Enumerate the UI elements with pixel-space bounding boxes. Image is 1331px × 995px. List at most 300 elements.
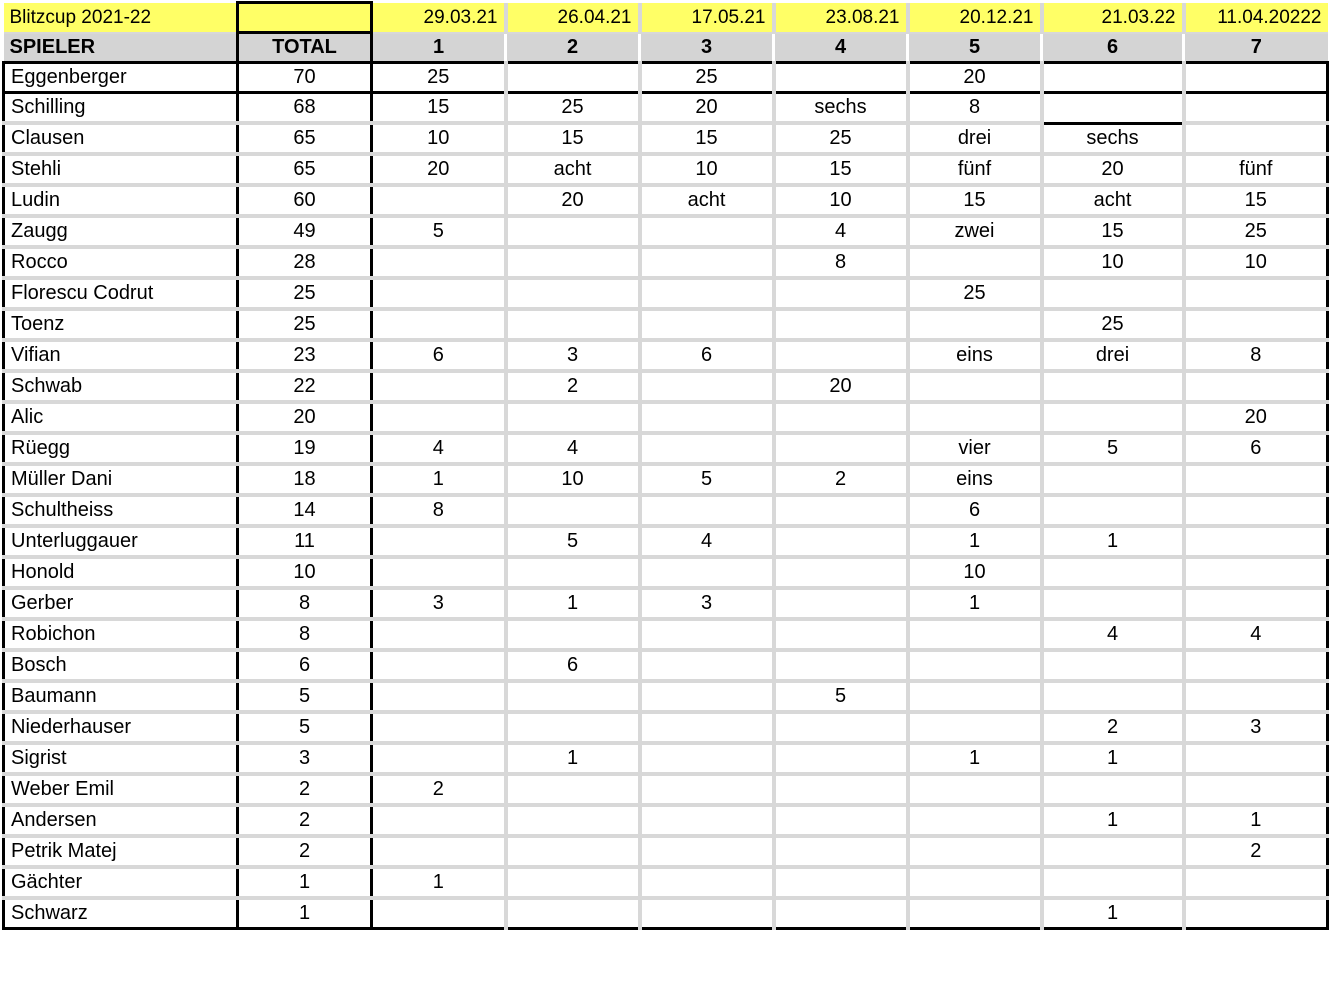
round-7-cell[interactable] — [1184, 867, 1328, 898]
round-2-cell[interactable]: 10 — [506, 464, 640, 495]
player-name-cell[interactable]: Clausen — [4, 123, 238, 154]
table-row — [4, 495, 1328, 526]
player-name-cell[interactable]: Ludin — [4, 185, 238, 216]
round-2-cell[interactable]: 3 — [506, 340, 640, 371]
player-name-cell[interactable]: Zaugg — [4, 216, 238, 247]
table-row — [4, 216, 1328, 247]
total-cell[interactable]: 20 — [238, 402, 372, 433]
round-5-cell[interactable] — [908, 867, 1042, 898]
table-row — [4, 805, 1328, 836]
total-cell[interactable]: 25 — [238, 309, 372, 340]
round-3-cell[interactable] — [640, 836, 774, 867]
round-3-cell[interactable]: 6 — [640, 340, 774, 371]
player-name-cell[interactable]: Schultheiss — [4, 495, 238, 526]
total-cell[interactable]: 19 — [238, 433, 372, 464]
round-5-cell[interactable]: 25 — [908, 278, 1042, 309]
round-3-cell[interactable] — [640, 371, 774, 402]
round-3-cell[interactable]: acht — [640, 185, 774, 216]
round-1-cell[interactable]: 20 — [372, 154, 506, 185]
table-row — [4, 681, 1328, 712]
player-name-cell[interactable]: Toenz — [4, 309, 238, 340]
round-6-cell[interactable] — [1042, 867, 1184, 898]
round-4-cell[interactable] — [774, 526, 908, 557]
table-row — [4, 464, 1328, 495]
round-5-cell[interactable] — [908, 619, 1042, 650]
table-row — [4, 526, 1328, 557]
round-4-cell[interactable] — [774, 836, 908, 867]
table-row — [4, 185, 1328, 216]
round-1-cell[interactable]: 15 — [372, 93, 506, 124]
round-7-cell[interactable] — [1184, 526, 1328, 557]
player-name-cell[interactable]: Alic — [4, 402, 238, 433]
round-7-cell[interactable]: 25 — [1184, 216, 1328, 247]
round-7-cell[interactable] — [1184, 371, 1328, 402]
round-2-cell[interactable]: 5 — [506, 526, 640, 557]
round-7-cell[interactable] — [1184, 495, 1328, 526]
round-1-cell[interactable] — [372, 650, 506, 681]
player-name-cell[interactable]: Weber Emil — [4, 774, 238, 805]
round-6-cell[interactable] — [1042, 836, 1184, 867]
round-5-cell[interactable]: 10 — [908, 557, 1042, 588]
total-cell[interactable]: 1 — [238, 867, 372, 898]
table-row — [4, 63, 1328, 93]
round-7-cell[interactable]: 10 — [1184, 247, 1328, 278]
round-2-cell[interactable]: 20 — [506, 185, 640, 216]
total-cell[interactable]: 2 — [238, 836, 372, 867]
total-cell[interactable]: 5 — [238, 712, 372, 743]
round-2-cell[interactable] — [506, 557, 640, 588]
player-name-cell[interactable]: Petrik Matej — [4, 836, 238, 867]
round-1-cell[interactable]: 25 — [372, 63, 506, 93]
round-4-cell[interactable]: 2 — [774, 464, 908, 495]
round-5-cell[interactable]: 1 — [908, 526, 1042, 557]
round-1-cell[interactable] — [372, 402, 506, 433]
round-2-cell[interactable] — [506, 247, 640, 278]
player-name-cell[interactable]: Andersen — [4, 805, 238, 836]
round-7-cell[interactable] — [1184, 588, 1328, 619]
player-name-cell[interactable]: Gächter — [4, 867, 238, 898]
round-1-cell[interactable] — [372, 309, 506, 340]
round-4-cell[interactable] — [774, 619, 908, 650]
round-6-cell[interactable] — [1042, 93, 1184, 124]
total-cell[interactable]: 1 — [238, 898, 372, 929]
sheet-title[interactable]: Blitzcup 2021-22 — [4, 3, 238, 33]
round-6-cell[interactable]: 1 — [1042, 898, 1184, 929]
round-4-cell[interactable]: 25 — [774, 123, 908, 154]
total-cell[interactable]: 49 — [238, 216, 372, 247]
round-6-cell[interactable] — [1042, 588, 1184, 619]
round-2-cell[interactable] — [506, 216, 640, 247]
round-3-cell[interactable]: 5 — [640, 464, 774, 495]
table-row — [4, 836, 1328, 867]
round-4-cell[interactable] — [774, 309, 908, 340]
table-row — [4, 774, 1328, 805]
round-6-cell[interactable]: 5 — [1042, 433, 1184, 464]
round-6-cell[interactable] — [1042, 371, 1184, 402]
round-4-cell[interactable] — [774, 557, 908, 588]
round-2-cell[interactable]: acht — [506, 154, 640, 185]
table-row — [4, 247, 1328, 278]
round-5-cell[interactable] — [908, 681, 1042, 712]
round-7-cell[interactable]: 20 — [1184, 402, 1328, 433]
round-7-cell[interactable]: 3 — [1184, 712, 1328, 743]
round-1-cell[interactable] — [372, 247, 506, 278]
round-4-cell[interactable] — [774, 63, 908, 93]
round-4-cell[interactable]: 5 — [774, 681, 908, 712]
round-2-cell[interactable]: 15 — [506, 123, 640, 154]
round-1-cell[interactable] — [372, 898, 506, 929]
round-1-cell[interactable] — [372, 526, 506, 557]
round-2-cell[interactable] — [506, 867, 640, 898]
round-6-cell[interactable]: 10 — [1042, 247, 1184, 278]
total-cell[interactable]: 3 — [238, 743, 372, 774]
round-4-cell[interactable] — [774, 340, 908, 371]
round-4-cell[interactable] — [774, 774, 908, 805]
round-7-cell[interactable] — [1184, 123, 1328, 154]
round-6-cell[interactable] — [1042, 278, 1184, 309]
round-2-cell[interactable] — [506, 402, 640, 433]
round-6-cell[interactable]: 1 — [1042, 526, 1184, 557]
round-2-cell[interactable] — [506, 898, 640, 929]
round-7-cell[interactable] — [1184, 309, 1328, 340]
date-5[interactable]: 20.12.21 — [908, 3, 1042, 33]
round-3-cell[interactable] — [640, 402, 774, 433]
player-header[interactable]: SPIELER — [4, 33, 238, 63]
round-2-cell[interactable]: 1 — [506, 588, 640, 619]
round-2-cell[interactable] — [506, 836, 640, 867]
round-5-cell[interactable]: eins — [908, 340, 1042, 371]
round-6-cell[interactable] — [1042, 464, 1184, 495]
total-cell[interactable]: 11 — [238, 526, 372, 557]
round-5-cell[interactable] — [908, 309, 1042, 340]
round-4-cell[interactable] — [774, 433, 908, 464]
round-3-cell[interactable]: 20 — [640, 93, 774, 124]
round-2-cell[interactable]: 4 — [506, 433, 640, 464]
round-1-cell[interactable] — [372, 805, 506, 836]
table-row — [4, 154, 1328, 185]
round-5-cell[interactable] — [908, 774, 1042, 805]
round-5-cell[interactable]: drei — [908, 123, 1042, 154]
round-2-cell[interactable] — [506, 805, 640, 836]
round-header-2[interactable]: 2 — [506, 33, 640, 63]
round-1-cell[interactable]: 1 — [372, 464, 506, 495]
round-7-cell[interactable]: 6 — [1184, 433, 1328, 464]
round-7-cell[interactable] — [1184, 774, 1328, 805]
round-7-cell[interactable] — [1184, 557, 1328, 588]
header-row — [4, 33, 1328, 63]
round-6-cell[interactable]: 20 — [1042, 154, 1184, 185]
round-1-cell[interactable] — [372, 712, 506, 743]
round-2-cell[interactable] — [506, 681, 640, 712]
round-5-cell[interactable] — [908, 805, 1042, 836]
round-5-cell[interactable] — [908, 650, 1042, 681]
total-cell[interactable]: 2 — [238, 805, 372, 836]
round-header-7[interactable]: 7 — [1184, 33, 1328, 63]
round-6-cell[interactable]: 15 — [1042, 216, 1184, 247]
round-1-cell[interactable]: 8 — [372, 495, 506, 526]
total-cell[interactable]: 5 — [238, 681, 372, 712]
round-4-cell[interactable] — [774, 867, 908, 898]
round-3-cell[interactable]: 15 — [640, 123, 774, 154]
round-1-cell[interactable] — [372, 278, 506, 309]
round-header-5[interactable]: 5 — [908, 33, 1042, 63]
total-cell[interactable]: 28 — [238, 247, 372, 278]
standings-table — [2, 1, 1329, 930]
round-3-cell[interactable] — [640, 495, 774, 526]
total-cell[interactable]: 2 — [238, 774, 372, 805]
player-name-cell[interactable]: Unterluggauer — [4, 526, 238, 557]
date-7[interactable]: 11.04.20222 — [1184, 3, 1328, 33]
round-6-cell[interactable]: 25 — [1042, 309, 1184, 340]
table-row — [4, 650, 1328, 681]
player-name-cell[interactable]: Schilling — [4, 93, 238, 124]
round-5-cell[interactable]: zwei — [908, 216, 1042, 247]
player-name-cell[interactable]: Rüegg — [4, 433, 238, 464]
date-2[interactable]: 26.04.21 — [506, 3, 640, 33]
table-row — [4, 371, 1328, 402]
round-6-cell[interactable] — [1042, 557, 1184, 588]
table-row — [4, 340, 1328, 371]
round-7-cell[interactable]: 8 — [1184, 340, 1328, 371]
round-7-cell[interactable] — [1184, 464, 1328, 495]
title-total-cell[interactable] — [238, 3, 372, 33]
round-4-cell[interactable] — [774, 712, 908, 743]
player-name-cell[interactable]: Niederhauser — [4, 712, 238, 743]
table-row — [4, 712, 1328, 743]
total-cell[interactable]: 22 — [238, 371, 372, 402]
round-2-cell[interactable]: 2 — [506, 371, 640, 402]
date-4[interactable]: 23.08.21 — [774, 3, 908, 33]
total-cell[interactable]: 65 — [238, 123, 372, 154]
round-5-cell[interactable] — [908, 712, 1042, 743]
round-4-cell[interactable] — [774, 805, 908, 836]
round-5-cell[interactable] — [908, 836, 1042, 867]
table-row — [4, 557, 1328, 588]
round-7-cell[interactable]: 15 — [1184, 185, 1328, 216]
round-5-cell[interactable]: 15 — [908, 185, 1042, 216]
round-4-cell[interactable]: 8 — [774, 247, 908, 278]
round-7-cell[interactable] — [1184, 743, 1328, 774]
round-3-cell[interactable] — [640, 774, 774, 805]
total-cell[interactable]: 14 — [238, 495, 372, 526]
round-3-cell[interactable]: 4 — [640, 526, 774, 557]
round-4-cell[interactable] — [774, 278, 908, 309]
round-2-cell[interactable] — [506, 63, 640, 93]
total-cell[interactable]: 8 — [238, 588, 372, 619]
round-1-cell[interactable] — [372, 681, 506, 712]
player-name-cell[interactable]: Gerber — [4, 588, 238, 619]
round-4-cell[interactable] — [774, 650, 908, 681]
total-cell[interactable]: 8 — [238, 619, 372, 650]
round-6-cell[interactable] — [1042, 402, 1184, 433]
round-6-cell[interactable]: 1 — [1042, 743, 1184, 774]
table-row — [4, 619, 1328, 650]
round-4-cell[interactable]: 4 — [774, 216, 908, 247]
round-5-cell[interactable]: 6 — [908, 495, 1042, 526]
round-6-cell[interactable] — [1042, 63, 1184, 93]
round-1-cell[interactable]: 10 — [372, 123, 506, 154]
date-3[interactable]: 17.05.21 — [640, 3, 774, 33]
round-3-cell[interactable] — [640, 619, 774, 650]
round-3-cell[interactable] — [640, 743, 774, 774]
round-5-cell[interactable]: eins — [908, 464, 1042, 495]
total-cell[interactable]: 25 — [238, 278, 372, 309]
round-4-cell[interactable] — [774, 743, 908, 774]
table-row — [4, 743, 1328, 774]
round-2-cell[interactable] — [506, 495, 640, 526]
player-name-cell[interactable]: Eggenberger — [4, 63, 238, 93]
total-cell[interactable]: 65 — [238, 154, 372, 185]
player-name-cell[interactable]: Bosch — [4, 650, 238, 681]
round-4-cell[interactable] — [774, 495, 908, 526]
round-1-cell[interactable] — [372, 619, 506, 650]
round-4-cell[interactable] — [774, 898, 908, 929]
round-4-cell[interactable]: 10 — [774, 185, 908, 216]
round-3-cell[interactable] — [640, 309, 774, 340]
round-7-cell[interactable]: fünf — [1184, 154, 1328, 185]
player-name-cell[interactable]: Florescu Codrut — [4, 278, 238, 309]
round-1-cell[interactable]: 1 — [372, 867, 506, 898]
round-1-cell[interactable] — [372, 836, 506, 867]
total-cell[interactable]: 10 — [238, 557, 372, 588]
round-3-cell[interactable] — [640, 681, 774, 712]
table-row — [4, 867, 1328, 898]
round-5-cell[interactable]: 1 — [908, 588, 1042, 619]
round-3-cell[interactable]: 10 — [640, 154, 774, 185]
player-name-cell[interactable]: Honold — [4, 557, 238, 588]
date-6[interactable]: 21.03.22 — [1042, 3, 1184, 33]
round-header-1[interactable]: 1 — [372, 33, 506, 63]
round-7-cell[interactable] — [1184, 650, 1328, 681]
player-name-cell[interactable]: Baumann — [4, 681, 238, 712]
round-7-cell[interactable] — [1184, 278, 1328, 309]
round-1-cell[interactable]: 4 — [372, 433, 506, 464]
round-6-cell[interactable] — [1042, 650, 1184, 681]
table-row — [4, 278, 1328, 309]
date-1[interactable]: 29.03.21 — [372, 3, 506, 33]
round-7-cell[interactable]: 2 — [1184, 836, 1328, 867]
round-6-cell[interactable]: 2 — [1042, 712, 1184, 743]
round-header-6[interactable]: 6 — [1042, 33, 1184, 63]
player-name-cell[interactable]: Schwarz — [4, 898, 238, 929]
round-header-3[interactable]: 3 — [640, 33, 774, 63]
round-1-cell[interactable] — [372, 743, 506, 774]
round-2-cell[interactable] — [506, 278, 640, 309]
round-1-cell[interactable]: 6 — [372, 340, 506, 371]
round-2-cell[interactable]: 1 — [506, 743, 640, 774]
round-6-cell[interactable] — [1042, 495, 1184, 526]
round-3-cell[interactable] — [640, 247, 774, 278]
round-5-cell[interactable] — [908, 402, 1042, 433]
round-3-cell[interactable] — [640, 712, 774, 743]
round-4-cell[interactable]: 15 — [774, 154, 908, 185]
round-2-cell[interactable] — [506, 774, 640, 805]
round-7-cell[interactable] — [1184, 898, 1328, 929]
player-name-cell[interactable]: Stehli — [4, 154, 238, 185]
round-3-cell[interactable] — [640, 650, 774, 681]
round-6-cell[interactable]: sechs — [1042, 123, 1184, 154]
round-3-cell[interactable] — [640, 278, 774, 309]
table-row — [4, 433, 1328, 464]
round-6-cell[interactable]: 4 — [1042, 619, 1184, 650]
round-5-cell[interactable] — [908, 371, 1042, 402]
round-3-cell[interactable]: 25 — [640, 63, 774, 93]
round-2-cell[interactable] — [506, 619, 640, 650]
round-6-cell[interactable]: drei — [1042, 340, 1184, 371]
round-1-cell[interactable]: 5 — [372, 216, 506, 247]
player-name-cell[interactable]: Schwab — [4, 371, 238, 402]
player-name-cell[interactable]: Rocco — [4, 247, 238, 278]
round-7-cell[interactable] — [1184, 93, 1328, 124]
round-1-cell[interactable] — [372, 185, 506, 216]
round-4-cell[interactable]: 20 — [774, 371, 908, 402]
round-7-cell[interactable]: 1 — [1184, 805, 1328, 836]
total-cell[interactable]: 70 — [238, 63, 372, 93]
round-6-cell[interactable]: 1 — [1042, 805, 1184, 836]
round-3-cell[interactable] — [640, 805, 774, 836]
table-row — [4, 123, 1328, 154]
round-1-cell[interactable] — [372, 371, 506, 402]
table-row — [4, 898, 1328, 929]
total-cell[interactable]: 6 — [238, 650, 372, 681]
round-3-cell[interactable] — [640, 898, 774, 929]
player-name-cell[interactable]: Müller Dani — [4, 464, 238, 495]
round-5-cell[interactable]: fünf — [908, 154, 1042, 185]
round-6-cell[interactable] — [1042, 774, 1184, 805]
round-5-cell[interactable] — [908, 247, 1042, 278]
round-5-cell[interactable]: 8 — [908, 93, 1042, 124]
round-4-cell[interactable] — [774, 402, 908, 433]
player-name-cell[interactable]: Sigrist — [4, 743, 238, 774]
player-rows — [4, 63, 1328, 929]
round-2-cell[interactable] — [506, 309, 640, 340]
round-3-cell[interactable]: 3 — [640, 588, 774, 619]
round-5-cell[interactable] — [908, 898, 1042, 929]
round-6-cell[interactable] — [1042, 681, 1184, 712]
table-row — [4, 588, 1328, 619]
round-1-cell[interactable] — [372, 557, 506, 588]
total-cell[interactable]: 60 — [238, 185, 372, 216]
round-5-cell[interactable]: 20 — [908, 63, 1042, 93]
round-4-cell[interactable]: sechs — [774, 93, 908, 124]
round-5-cell[interactable]: vier — [908, 433, 1042, 464]
round-1-cell[interactable]: 3 — [372, 588, 506, 619]
round-3-cell[interactable] — [640, 557, 774, 588]
total-cell[interactable]: 18 — [238, 464, 372, 495]
round-3-cell[interactable] — [640, 433, 774, 464]
total-header[interactable]: TOTAL — [238, 33, 372, 63]
table-row — [4, 93, 1328, 124]
player-name-cell[interactable]: Vifian — [4, 340, 238, 371]
round-4-cell[interactable] — [774, 588, 908, 619]
round-3-cell[interactable] — [640, 216, 774, 247]
round-2-cell[interactable]: 6 — [506, 650, 640, 681]
title-row — [4, 3, 1328, 33]
player-name-cell[interactable]: Robichon — [4, 619, 238, 650]
round-7-cell[interactable] — [1184, 63, 1328, 93]
round-2-cell[interactable]: 25 — [506, 93, 640, 124]
round-1-cell[interactable]: 2 — [372, 774, 506, 805]
round-6-cell[interactable]: acht — [1042, 185, 1184, 216]
total-cell[interactable]: 23 — [238, 340, 372, 371]
total-cell[interactable]: 68 — [238, 93, 372, 124]
round-3-cell[interactable] — [640, 867, 774, 898]
round-7-cell[interactable]: 4 — [1184, 619, 1328, 650]
round-5-cell[interactable]: 1 — [908, 743, 1042, 774]
round-2-cell[interactable] — [506, 712, 640, 743]
round-7-cell[interactable] — [1184, 681, 1328, 712]
round-header-4[interactable]: 4 — [774, 33, 908, 63]
